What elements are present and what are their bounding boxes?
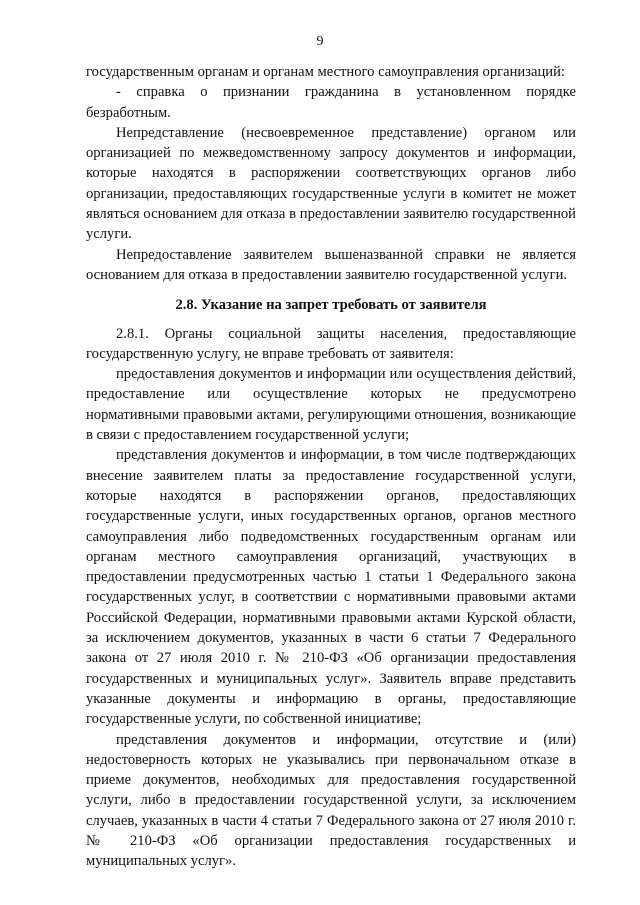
page-number: 9 (316, 34, 324, 49)
paragraph: Непредоставление заявителем вышеназванной справки не является основанием для отказа в предоставлении заявителю государственной услуги. (86, 246, 576, 283)
section-paragraph: предоставления документов и информации или осуществления действий, предоставление или осуществление которых не предусмотрено нормативными правовыми актами, регулирующими отношения, возникающие в связи с предоставлением государственной услуги; (86, 366, 576, 444)
section-paragraph: представления документов и информации, отсутствие и (или) недостоверность которых не указывались при первоначальном отказе в приеме документов, необходимых для предоставления государственной услуги, либо в предоставлении государственной услуги, за исключением случаев, указанных в части 4 статьи 7 Федерального закона от 27 июля 2010 г. № 210-ФЗ «Об организации предоставления государственных и муниципальных услуг». (86, 731, 576, 870)
paragraph: Непредставление (несвоевременное представление) органом или организацией по межведомственному запросу документов и информации, которые находятся в распоряжении соответствующих органов либо организации, предоставляющих государственные услуги в комитет не может являться основанием для отказа в предоставлении заявителю государственной услуги. (86, 124, 576, 243)
paragraph-list-item: - справка о признании гражданина в установленном порядке безработным. (86, 84, 576, 121)
section-paragraph: представления документов и информации, в том числе подтверждающих внесение заявителем платы за предоставление государственной услуги, которые находятся в распоряжении органов, предоставляющих государственные услуги, иных государственных органов, органов местного самоуправления либо подведомственных государственным органам или органам местного самоуправления организаций, участвующих в предоставлении предусмотренных частью 1 статьи 1 Федерального закона государственных услуг, в соответствии с нормативными правовыми актами Российской Федерации, нормативными правовыми актами Курской области, за исключением документов, указанных в части 6 статьи 7 Федерального закона от 27 июля 2010 г. № 210-ФЗ «Об организации предоставления государственных и муниципальных услуг». Заявитель вправе представить указанные документы и информацию в органы, предоставляющие государственные услуги, по собственной инициативе; (86, 447, 576, 728)
section-paragraph: 2.8.1. Органы социальной защиты населения, предоставляющие государственную услугу, не вправе требовать от заявителя: (86, 325, 576, 362)
paragraph-continuation: государственным органам и органам местного самоуправления организаций: (86, 64, 565, 80)
document-body (86, 62, 576, 872)
section-heading: 2.8. Указание на запрет требовать от заявителя (175, 297, 487, 314)
